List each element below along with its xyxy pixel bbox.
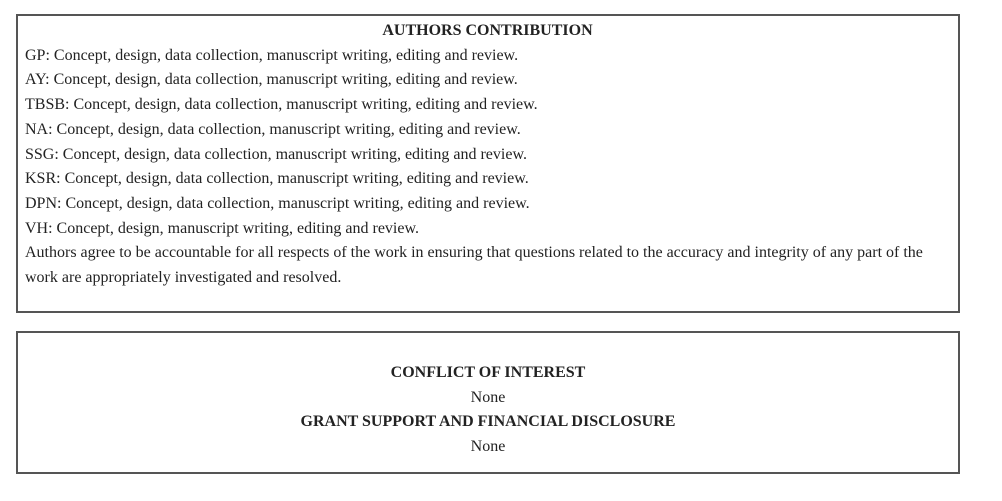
- conflict-of-interest-value: None: [470, 388, 506, 406]
- conflict-of-interest-heading: CONFLICT OF INTEREST: [390, 364, 586, 381]
- authors-contribution-heading: AUTHORS CONTRIBUTION: [382, 22, 593, 39]
- author-contribution-line: TBSB: Concept, design, data collection, manuscript writing, editing and review.: [25, 96, 538, 114]
- author-contribution-line: NA: Concept, design, data collection, manuscript writing, editing and review.: [25, 120, 521, 138]
- accountability-statement: Authors agree to be accountable for all respects of the work in ensuring that questions related to the accuracy and integrity of any part of the work are appropriately investigated and resolved.: [25, 244, 923, 287]
- grant-support-heading: GRANT SUPPORT AND FINANCIAL DISCLOSURE: [300, 413, 676, 431]
- disclosure-box: [16, 331, 960, 474]
- author-contribution-line: AY: Concept, design, data collection, manuscript writing, editing and review.: [25, 71, 518, 89]
- author-contribution-line: VH: Concept, design, manuscript writing, editing and review.: [25, 219, 419, 237]
- grant-support-value: None: [470, 438, 506, 456]
- author-contribution-line: KSR: Concept, design, data collection, manuscript writing, editing and review.: [25, 170, 529, 188]
- authors-contribution-box: [16, 14, 960, 313]
- author-contribution-line: DPN: Concept, design, data collection, manuscript writing, editing and review.: [25, 194, 530, 212]
- author-contribution-line: SSG: Concept, design, data collection, manuscript writing, editing and review.: [25, 145, 527, 163]
- author-contribution-line: GP: Concept, design, data collection, manuscript writing, editing and review.: [25, 46, 519, 64]
